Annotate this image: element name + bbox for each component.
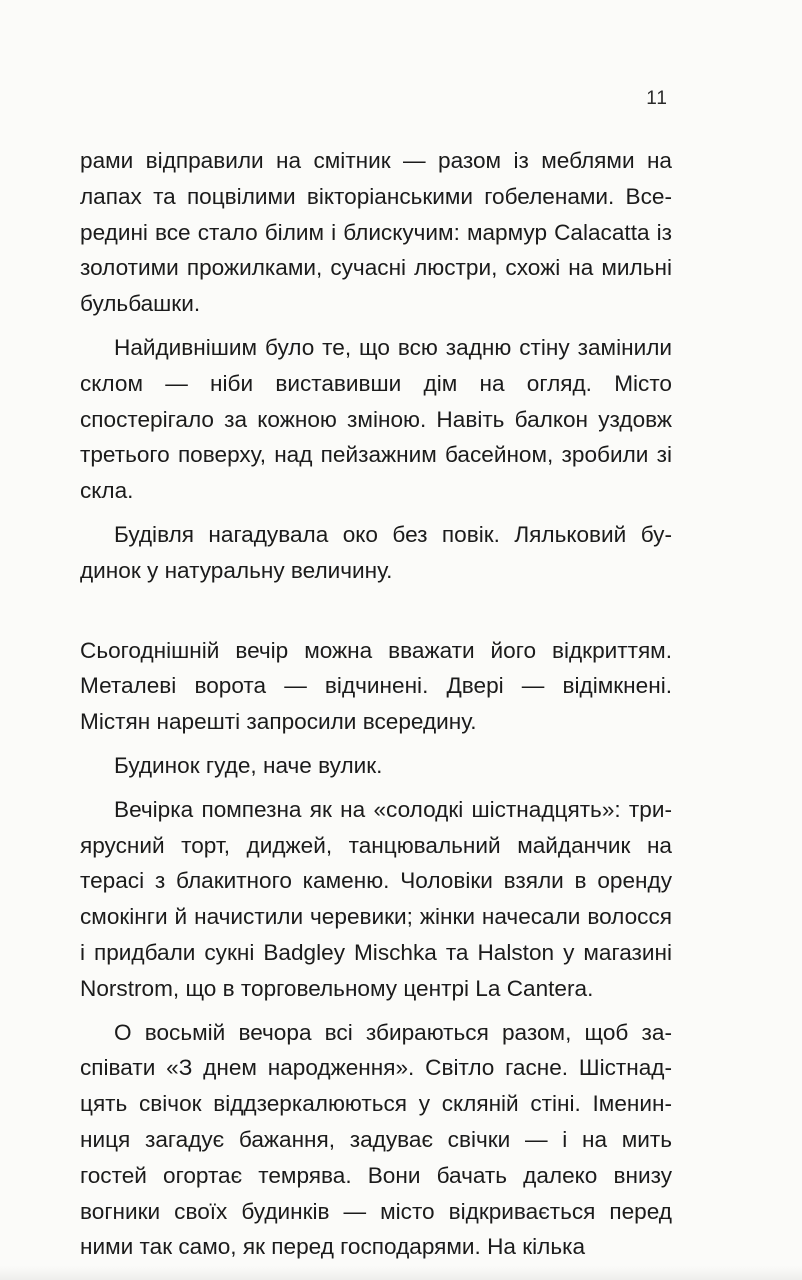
paragraph-6: Вечірка помпезна як на «солодкі шістнадцять»: триярусний торт, диджей, танцювальний майданчик на терасі з блакитного каменю. Чоловіки взяли в оренду смокінги й начистили черевики; жінки начесали волосся і придбали сукні Badgley Mischka та Halston у магазині Norstrom, що в торговельному центрі La Cantera. xyxy=(80,796,672,1001)
paragraph-5: Будинок гуде, наче вулик. xyxy=(114,752,383,778)
page-bottom-edge xyxy=(0,1266,802,1280)
page-number: 11 xyxy=(646,88,668,109)
paragraph-3: Будівля нагадувала око без повік. Ляльковий будинок у натуральну величину. xyxy=(80,521,672,583)
paragraph-7: О восьмій вечора всі збираються разом, щоб заспівати «З днем народження». Світло гасне. Шістнадцять свічок віддзеркалюються у скляній стіні. Іменинниця загадує бажання, задуває свічки — і на мить гостей огортає темрява. Вони бачать далеко внизу вогники своїх будинків — місто відкривається перед ними так само, як перед господарями. На кілька xyxy=(80,1019,672,1260)
paragraph-1: рами відправили на смітник — разом із меблями на лапах та поцвілими вікторіанськими гобеленами. Всередині все стало білим і блискучим: мармур Calacatta із золотими прожилками, сучасні люстри, схожі на мильні бульбашки. xyxy=(80,148,672,317)
paragraph-4: Сьогоднішній вечір можна вважати його відкриттям. Металеві ворота — відчинені. Двері — відімкнені. Містян нарешті запросили всередину. xyxy=(80,637,672,735)
paragraph-2: Найдивнішим було те, що всю задню стіну замінили склом — ніби виставивши дім на огляд. Місто спостерігало за кожною зміною. Навіть балкон уздовж третього поверху, над пейзажним басейном, зробили зі скла. xyxy=(80,334,672,504)
body-text xyxy=(80,143,672,1265)
